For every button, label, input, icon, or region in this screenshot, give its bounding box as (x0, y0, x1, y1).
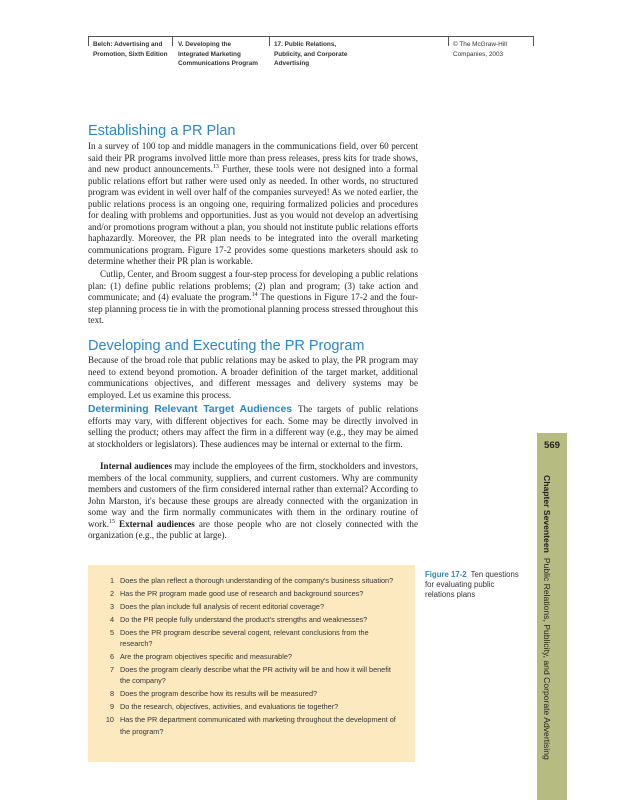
header-divider (533, 36, 534, 46)
chapter-running-title (542, 475, 552, 760)
page-header (88, 36, 534, 102)
header-book-title: Belch: Advertising and Promotion, Sixth Edition (93, 41, 168, 58)
figure-label: Figure 17-2 (425, 570, 467, 579)
list-item: 5 Does the PR program describe several cogent, relevant conclusions from the research? (109, 628, 369, 649)
header-part-title: V. Developing the Integrated Marketing Communications Program (178, 41, 258, 67)
section-heading-developing: Developing and Executing the PR Program (88, 338, 365, 354)
figure-caption: Figure 17-2 Ten questions for evaluating public relations plans (425, 570, 519, 599)
header-divider (269, 36, 270, 46)
paragraph-broad-role: Because of the broad role that public relations may be asked to play, the PR program may need to extend beyond promotion. A broader definition of the target market, additional communications objectives, and different messages and delivery systems may be employed. Let us examine this process. (88, 355, 418, 400)
header-chapter-title: 17. Public Relations, Publicity, and Corporate Advertising (274, 41, 348, 67)
chapter-title: Public Relations, Publicity, and Corporate Advertising (542, 557, 552, 760)
list-item: 7 Does the program clearly describe what the PR activity will be and how it will benefit the company? (109, 665, 391, 686)
header-divider (172, 36, 173, 46)
header-rule (88, 36, 534, 37)
list-item: 10 Has the PR department communicated with marketing throughout the development of the program? (105, 715, 396, 736)
subheading-target-audiences: Determining Relevant Target Audiences (88, 404, 293, 415)
footnote-ref: 14 (251, 291, 258, 298)
list-item: 6 Are the program objectives specific and measurable? (109, 652, 292, 662)
paragraph-pr-survey: In a survey of 100 top and middle managers in the communications field, over 60 percent said their PR programs involved little more than press releases, press kits for trade shows, and new product announcements.$^{13}$ Further, these tools were not designed into a formal public relations effort but rather were used only as needed. In other words, no structured program was evident in well over half of the companies surveyed! As we noted earlier, the public relations process is an ongoing one, requiring formalized policies and procedures for dealing with problems and opportunities. Just as you would not develop an advertising and/or promotions program without a plan, you should not institute public relations efforts haphazardly. Moreover, the PR plan needs to be integrated into the overall marketing communications program. Figure 17-2 provides some questions marketers should ask to determine whether their PR plan is workable. (88, 141, 418, 266)
paragraph-target-audiences: Determining Relevant Target Audiences The targets of public relations efforts may vary, with different objectives for each. Some may be directly involved in selling the product; others may affect the firm in a different way (e.g., they may be aimed at stockholders or legislators). These audiences may be internal or external to the firm. (88, 404, 418, 449)
list-item: 4 Do the PR people fully understand the product's strengths and weaknesses? (109, 615, 368, 624)
footnote-ref: 13 (212, 163, 219, 170)
header-copyright: © The McGraw-Hill Companies, 2003 (453, 41, 507, 58)
paragraph-four-step: Cutlip, Center, and Broom suggest a four-step process for developing a public relations plan: (1) define public relations problems; (2) plan and program; (3) take action and communicate; and (4) evaluate the program.$^{14}$ The questions in Figure 17-2 and the four-step planning process tie in with the promotional planning process stressed throughout this text. (88, 269, 418, 325)
page-number: 569 (543, 440, 560, 451)
figure-17-2-box (88, 565, 415, 762)
paragraph-internal-external: Internal audiences may include the employees of the firm, stockholders and investors, members of the local community, suppliers, and current customers. Why are community members and customers of the firm considered internal rather than external? According to John Marston, it's because these groups are already connected with the organization in some way and the firm normally communicates with them in the ordinary routine of work.$^{15}$ External audiences are those people who are not closely connected with the organization (e.g., the public at large). (88, 461, 418, 540)
header-divider (88, 36, 89, 46)
evaluation-questions-list (98, 575, 403, 739)
section-heading-pr-plan: Establishing a PR Plan (88, 123, 236, 139)
header-divider (448, 36, 449, 46)
list-item: 8 Does the program describe how its results will be measured? (109, 689, 318, 699)
chapter-number: Chapter Seventeen (542, 475, 552, 553)
footnote-ref: 15 (108, 518, 115, 525)
list-item: 9 Do the research, objectives, activities, and evaluations tie together? (109, 702, 339, 712)
list-item: 3 Does the plan include full analysis of recent editorial coverage? (109, 602, 325, 611)
list-item: 1 Does the plan reflect a thorough understanding of the company's business situation? (109, 576, 394, 585)
list-item: 2 Has the PR program made good use of research and background sources? (109, 589, 364, 598)
